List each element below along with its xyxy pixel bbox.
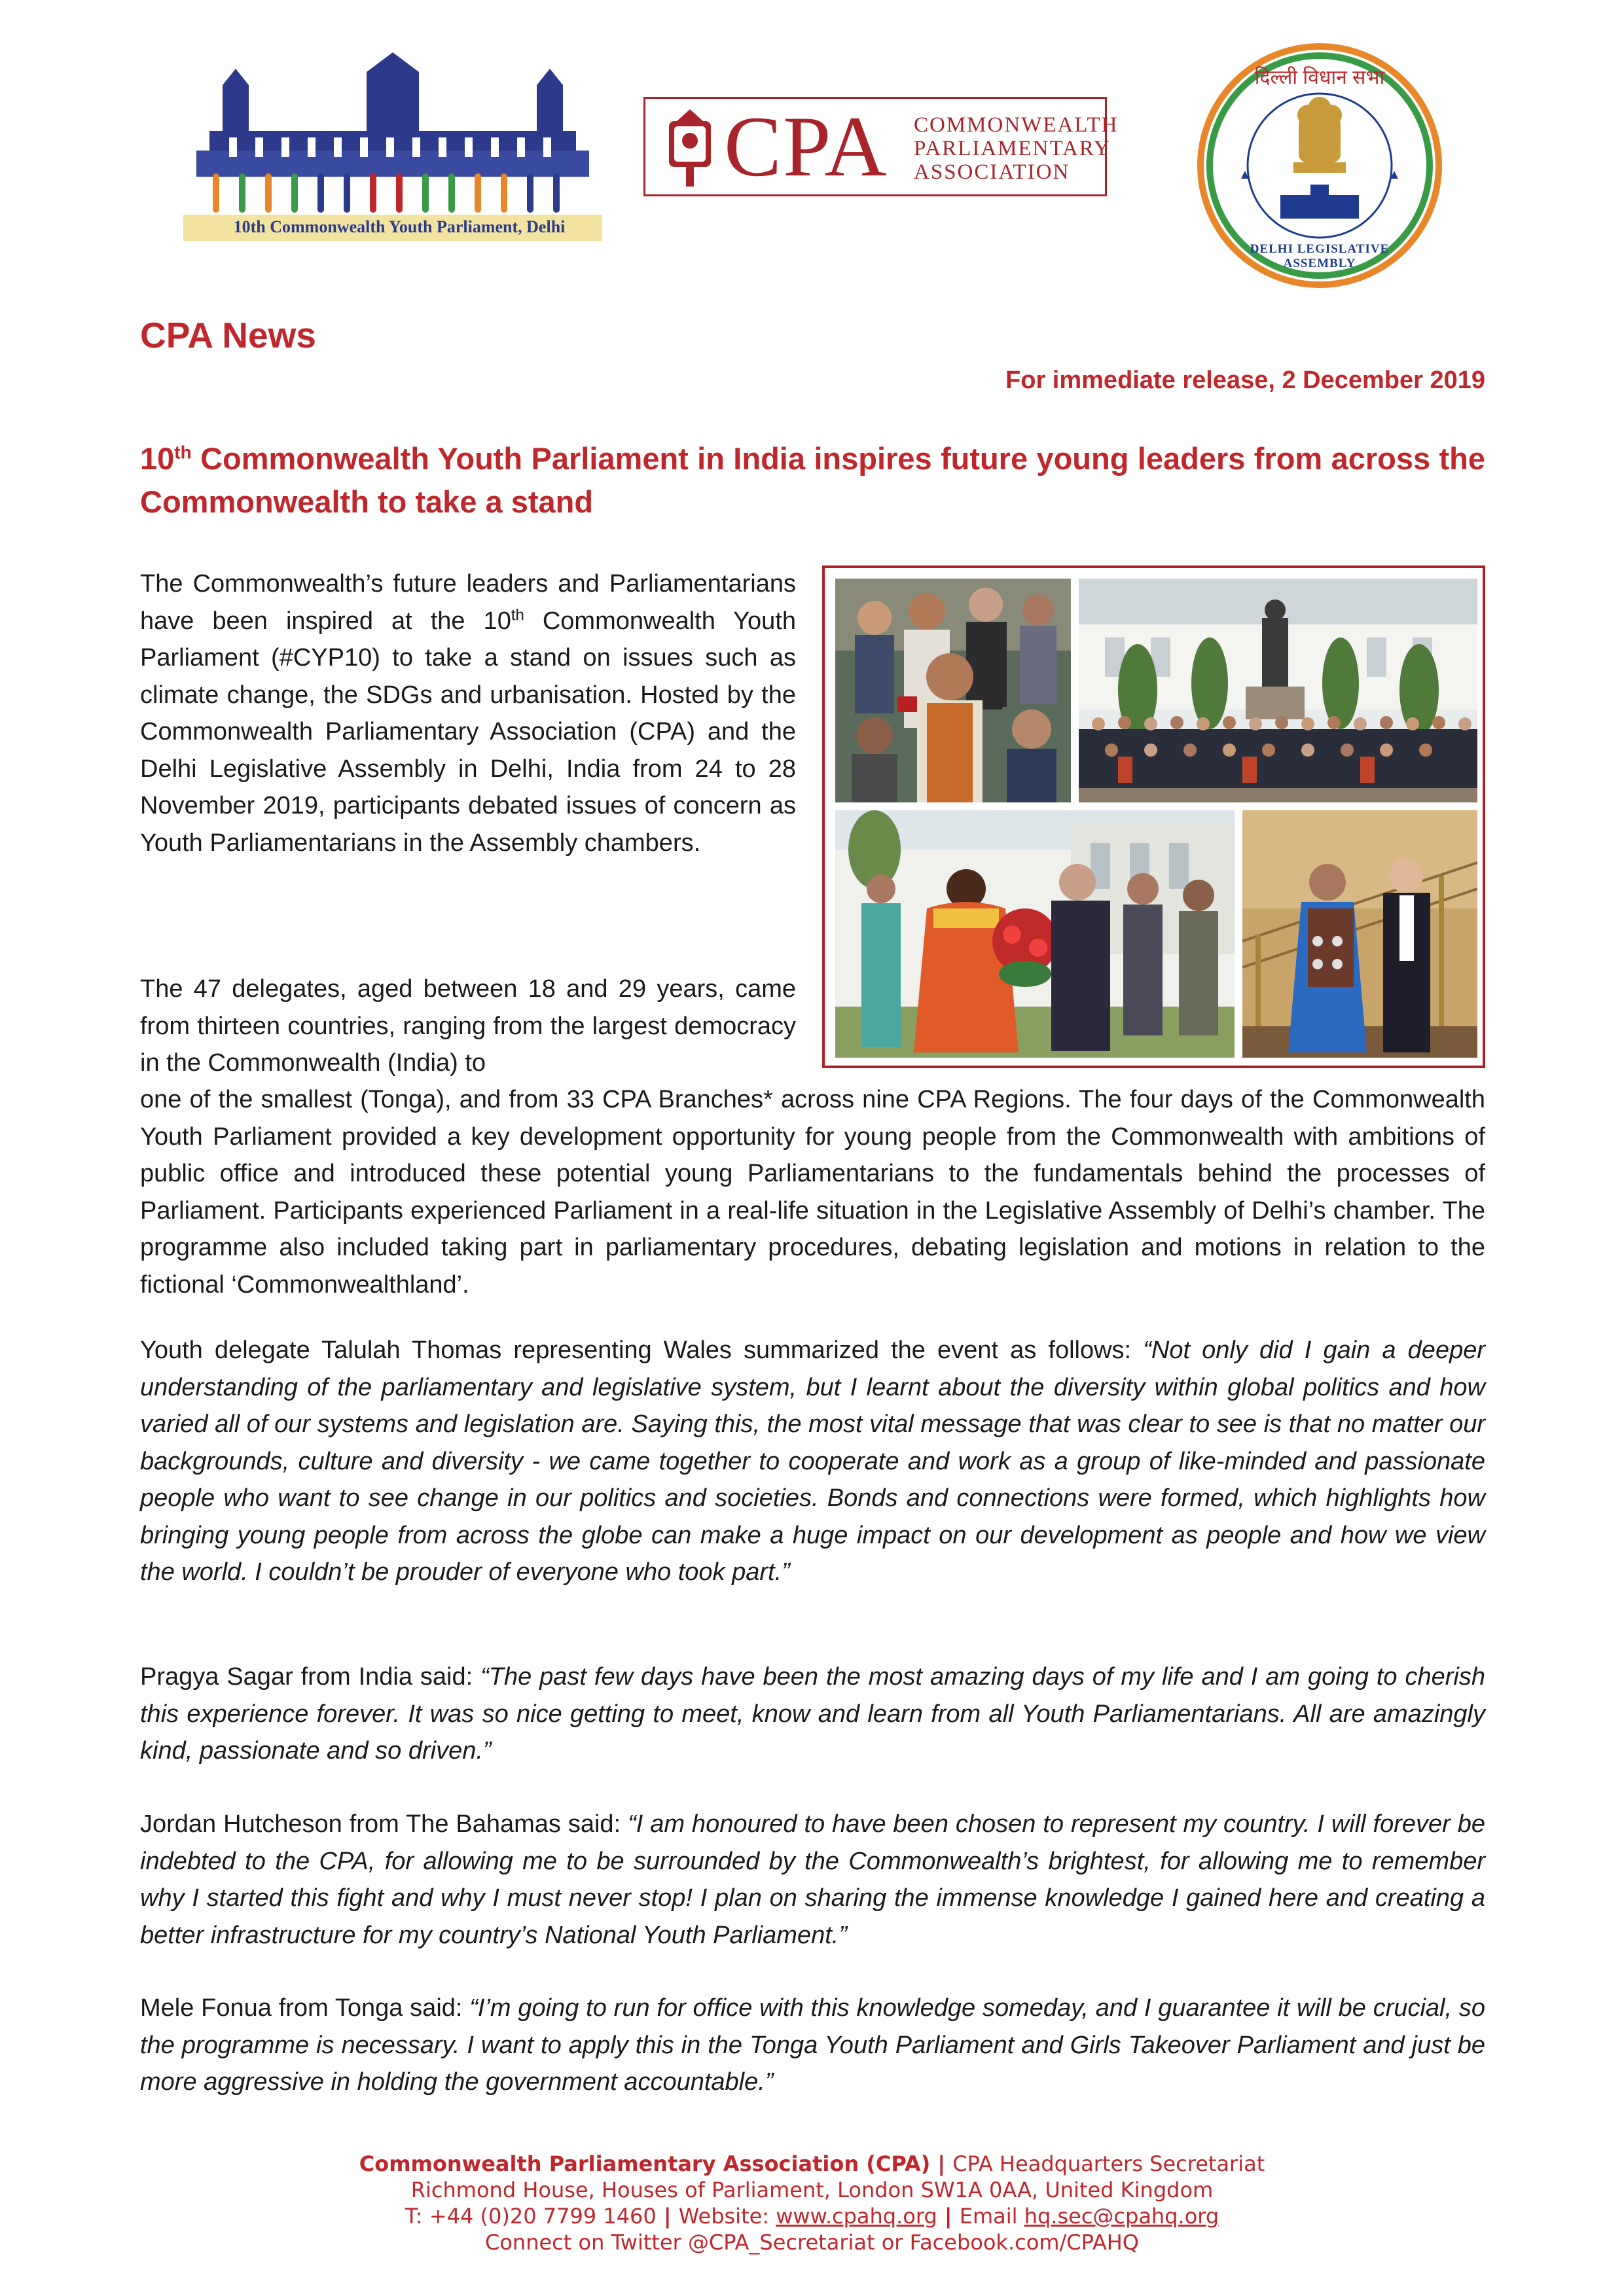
footer-separator: | (930, 2151, 953, 2176)
footer-address: Richmond House, Houses of Parliament, London SW1A 0AA, United Kingdom (410, 2178, 1214, 2202)
paragraph-intro-part2: Commonwealth Youth Parliament (#CYP10) to take a stand on issues such as climate change, the SDGs and urbanisation. Hosted by the Commonwealth Parliamentary Association (CPA) and the Delhi Legislative Assembly in Delhi, India from 24 to 28 November 2019, participants debated issues of concern as Youth Parliamentarians in the Assembly chambers. (140, 607, 796, 857)
footer-line1 (0, 2151, 1624, 2177)
email-link[interactable]: hq.sec@cpahq.org (1024, 2204, 1219, 2229)
paragraph-delegates-part2: one of the smallest (Tonga), and from 33 CPA Branches* across nine CPA Regions. The four days of the Commonwealth Youth Parliament provided a key development opportunity for young people from the Commonwealth with ambitions of public office and introduced these potential young Parliamentarians to the fundamentals behind the processes of Parliament. Participants experienced Parliament in a real-life situation in the Legislative Assembly of Delhi’s chamber. The programme also included taking part in parliamentary procedures, debating legislation and motions in relation to the fictional ‘Commonwealthland’. (140, 1086, 1485, 1299)
photo-group-outside-assembly (1079, 579, 1477, 802)
footer-separator: | (656, 2204, 679, 2229)
paragraph-intro (140, 565, 796, 861)
release-date-line: For immediate release, 2 December 2019 (1005, 367, 1485, 394)
quote-attribution: Mele Fonua from Tonga said: (140, 1994, 470, 2022)
photo-collage (822, 565, 1485, 1068)
paragraph-mele-quote (140, 1990, 1485, 2101)
quote-text: “The past few days have been the most amazing days of my life and I am going to cherish this experience forever. It was so nice getting to meet, know and learn from all Youth Parliamentarians. All are amazingly kind, passionate and so driven.” (140, 1663, 1485, 1765)
footer-org: Commonwealth Parliamentary Association (CPA) (359, 2151, 931, 2176)
headline (140, 437, 1485, 524)
paragraph-delegates-part1: The 47 delegates, aged between 18 and 29 years, came from thirteen countries, ranging from the largest democracy in the Commonwealth (India) to (140, 975, 796, 1077)
quote-text: “I’m going to run for office with this knowledge someday, and I guarantee it will be crucial, so the programme is necessary. I want to apply this in the Tonga Youth Parliament and Girls Takeover Parliament and just be more aggressive in holding the government accountable.” (140, 1994, 1485, 2096)
cpa-logo (643, 97, 1119, 196)
emblem-hindi-text: दिल्ली विधान सभा (1254, 67, 1385, 88)
quote-text: “Not only did I gain a deeper understanding of the parliamentary and legislative system, but I learnt about the diversity within global politics and how varied all of our systems and legislation are. Saying this, the most vital message that was clear to see is that no matter our backgrounds, culture and diversity - we came together to cooperate and work as a group of like-minded and passionate people who want to see change in our politics and societies. Bonds and connections were formed, which highlights how bringing young people from across the globe can make a huge impact on our development as people and how we view the world. I couldn’t be prouder of everyone who took part.” (140, 1336, 1485, 1586)
cpa-name-line3: ASSOCIATION (914, 160, 1070, 184)
cpa-acronym: CPA (724, 98, 888, 194)
footer-separator: | (937, 2204, 960, 2229)
paragraph-pragya-quote (140, 1659, 1485, 1770)
photo-bouquet-welcome (835, 810, 1235, 1058)
paragraph-talulah-quote (140, 1332, 1485, 1591)
footer-email-label: Email (959, 2204, 1024, 2229)
footer-contact-line (0, 2203, 1624, 2229)
cpa-name-line2: PARLIAMENTARY (914, 137, 1111, 160)
news-label: CPA News (140, 315, 316, 355)
paragraph-intro-sup: th (511, 605, 524, 624)
cpa-name-line1: COMMONWEALTH (914, 113, 1119, 137)
cyp10-logo (170, 46, 615, 242)
quote-attribution: Pragya Sagar from India said: (140, 1663, 481, 1691)
footer-website-label: Website: (678, 2204, 776, 2229)
quote-attribution: Jordan Hutcheson from The Bahamas said: (140, 1810, 628, 1838)
headline-ordinal-suffix: th (174, 442, 192, 463)
footer-phone: T: +44 (0)20 7799 1460 (405, 2204, 657, 2229)
quote-text: “I am honoured to have been chosen to represent my country. I will forever be indebted to the CPA, for allowing me to be surrounded by the Commonwealth’s brightest, for allowing me to remember why I started this fight and why I must never stop! I plan on sharing the immense knowledge I gained here and creating a better infrastructure for my country’s National Youth Parliament.” (140, 1810, 1485, 1949)
cyp10-logo-caption: 10th Commonwealth Youth Parliament, Delhi (233, 217, 566, 236)
cpa-name (914, 113, 1118, 184)
headline-ordinal: 10 (140, 441, 175, 476)
crown-mace-icon (662, 108, 717, 189)
photo-delegates-staircase (1242, 810, 1477, 1058)
website-link[interactable]: www.cpahq.org (776, 2204, 937, 2229)
paragraph-jordan-quote (140, 1806, 1485, 1954)
quote-attribution: Youth delegate Talulah Thomas representing Wales summarized the event as follows: (140, 1336, 1144, 1364)
footer-social: Connect on Twitter @CPA_Secretariat or Facebook.com/CPAHQ (485, 2230, 1139, 2255)
parliament-building-icon (170, 46, 615, 242)
headline-text: Commonwealth Youth Parliament in India inspires future young leaders from across the Commonwealth to take a stand (140, 441, 1485, 519)
footer-secretariat: CPA Headquarters Secretariat (952, 2151, 1265, 2176)
delhi-legislative-assembly-emblem (1195, 38, 1444, 293)
emblem-english-text: DELHI LEGISLATIVE ASSEMBLY (1250, 242, 1390, 270)
photo-press-interview (835, 579, 1071, 802)
footer (0, 2151, 1624, 2255)
paragraph-intro-part1: The Commonwealth’s future leaders and Parliamentarians have been inspired at the 10 (140, 570, 796, 635)
